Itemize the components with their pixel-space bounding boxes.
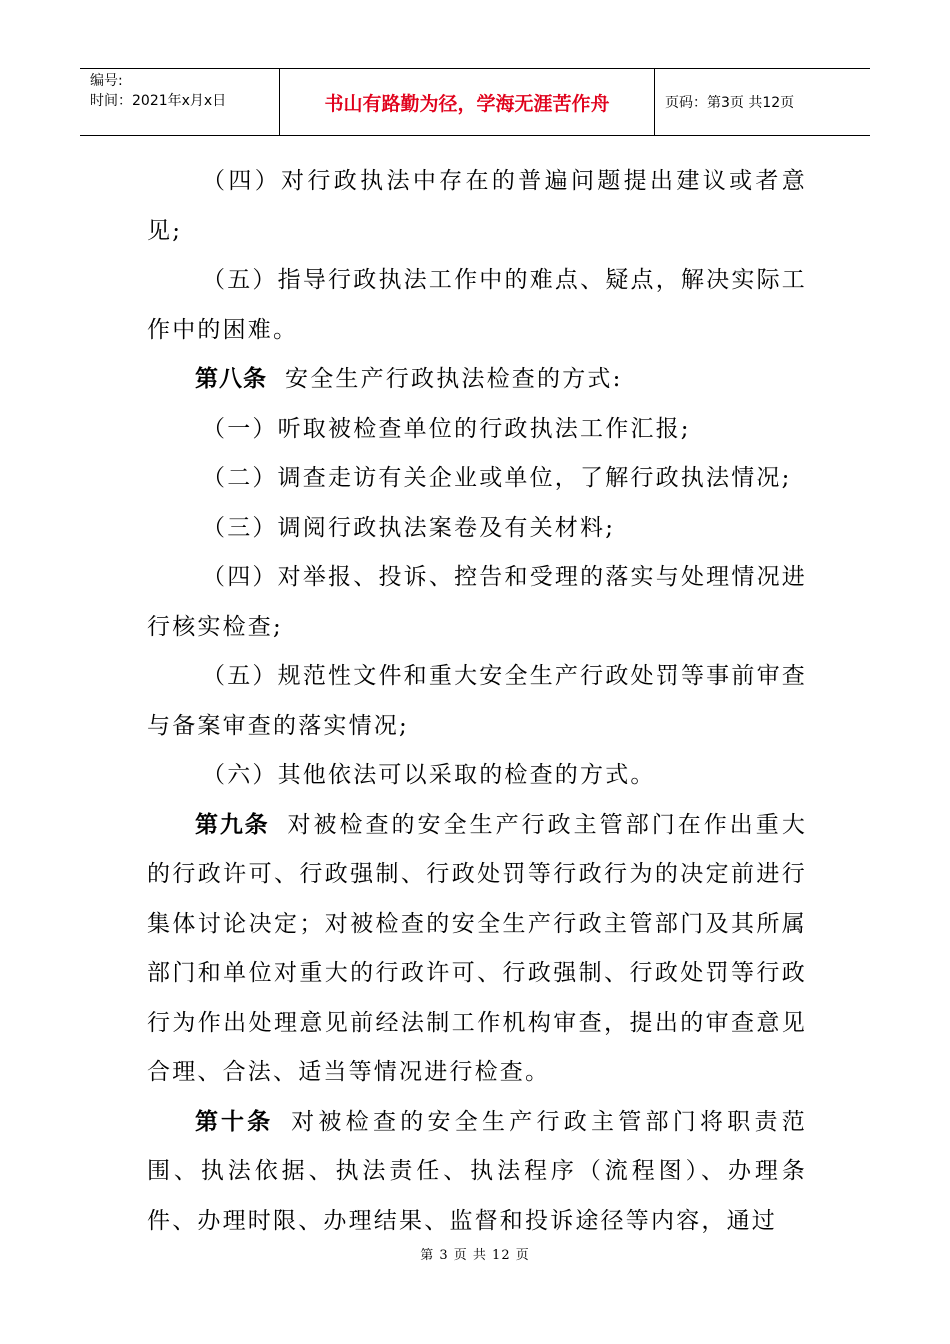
article-heading: 第九条	[195, 811, 270, 838]
document-number-label: 编号:	[90, 73, 123, 89]
paragraph-text: 对被检查的安全生产行政主管部门将职责范围、执法依据、执法责任、执法程序（流程图）、办理条件、办理时限、办理结果、监督和投诉途径等内容，通过	[147, 1108, 807, 1234]
paragraph-text: （五）指导行政执法工作中的难点、疑点，解决实际工作中的困难。	[147, 267, 807, 343]
paragraph-text: （四）对行政执法中存在的普遍问题提出建议或者意见;	[147, 168, 807, 244]
paragraph-text: 对被检查的安全生产行政主管部门在作出重大的行政许可、行政强制、行政处罚等行政行为的决定前进行集体讨论决定；对被检查的安全生产行政主管部门及其所属部门和单位对重大的行政许可、行政强制、行政处罚等行政行为作出处理意见前经法制工作机构审查，提出的审查意见合理、合法、适当等情况进行检查。	[147, 811, 808, 1085]
paragraph-text: （三）调阅行政执法案卷及有关材料;	[202, 514, 616, 541]
paragraph	[147, 405, 807, 455]
article-paragraph	[147, 355, 807, 405]
paragraph-text: （五）规范性文件和重大安全生产行政处罚等事前审查与备案审查的落实情况;	[147, 663, 807, 739]
article-paragraph	[147, 801, 807, 1098]
page-header	[80, 68, 870, 136]
document-body	[147, 157, 807, 1246]
paragraph	[147, 504, 807, 554]
paragraph-text: 安全生产行政执法检查的方式:	[285, 366, 623, 392]
header-motto: 书山有路勤为径，学海无涯苦作舟	[280, 69, 655, 135]
paragraph	[147, 256, 807, 355]
paragraph	[147, 454, 807, 504]
paragraph-text: （一）听取被检查单位的行政执法工作汇报;	[202, 415, 691, 442]
paragraph-text: （四）对举报、投诉、控告和受理的落实与处理情况进行核实检查;	[147, 564, 807, 640]
paragraph	[147, 751, 807, 801]
paragraph-text: （六）其他依法可以采取的检查的方式。	[202, 762, 656, 788]
paragraph	[147, 652, 807, 751]
header-page-info: 页码：第3页 共12页	[665, 95, 795, 111]
article-heading: 第十条	[195, 1108, 274, 1135]
header-meta	[80, 69, 280, 135]
page-footer: 第 3 页 共 12 页	[420, 1248, 530, 1263]
paragraph	[147, 553, 807, 652]
document-date: 时间：2021年x月x日	[90, 93, 227, 109]
article-heading: 第八条	[195, 366, 267, 392]
article-paragraph	[147, 1098, 807, 1247]
paragraph	[147, 157, 807, 256]
paragraph-text: （二）调查走访有关企业或单位，了解行政执法情况;	[202, 465, 792, 491]
